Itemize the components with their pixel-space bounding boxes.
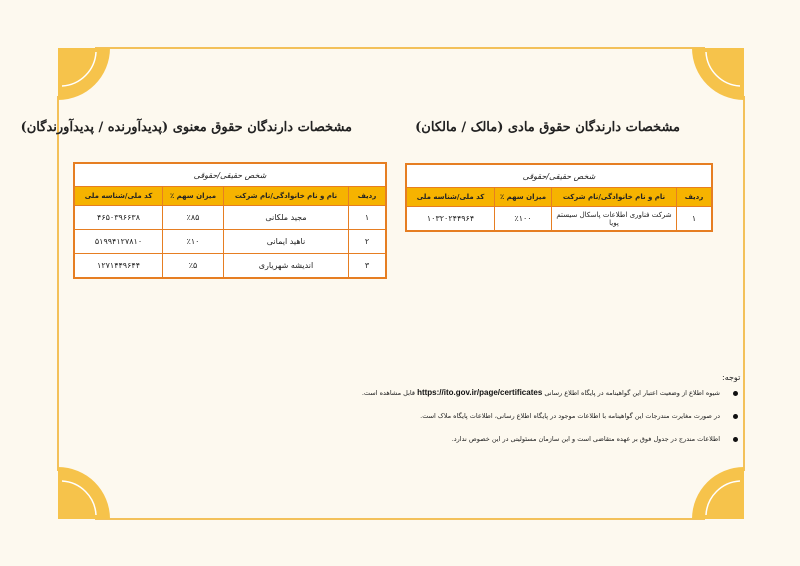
creator-name: ناهید ایمانی — [224, 230, 349, 254]
creator-share: ٪۱۰ — [163, 230, 224, 254]
frame-right-line — [743, 96, 745, 471]
material-rights-title: مشخصات دارندگان حقوق مادی (مالک / مالکان) — [415, 120, 680, 135]
note-text: در صورت مغایرت مندرجات این گواهینامه با اطلاعات موجود در پایگاه اطلاع رسانی، اطلاعات پایگاه ملاک است. — [420, 412, 720, 420]
creator-name: مجید ملکانی — [224, 206, 349, 230]
table-caption: شخص حقیقی/حقوقی — [406, 164, 712, 188]
note-text-end: قابل مشاهده است. — [361, 389, 415, 397]
frame-top-line — [95, 47, 705, 49]
owner-national-id: ۱۰۳۲۰۲۴۴۹۶۴ — [406, 207, 495, 232]
moral-rights-table — [73, 162, 387, 279]
creator-share: ٪۵ — [163, 254, 224, 279]
corner-ornament-bottom-left — [56, 465, 112, 521]
header-row-number: ردیف — [349, 187, 387, 206]
moral-rights-title: مشخصات دارندگان حقوق معنوی (پدیدآورنده / پدیدآورندگان) — [20, 120, 352, 135]
owner-share: ٪۱۰۰ — [495, 207, 552, 232]
note-text: شیوه اطلاع از وضعیت اعتبار این گواهینامه در پایگاه اطلاع رسانی — [544, 389, 720, 397]
header-national-id: کد ملی/شناسه ملی — [74, 187, 163, 206]
table-row — [74, 206, 386, 230]
corner-ornament-top-right — [690, 46, 746, 102]
table-caption: شخص حقیقی/حقوقی — [74, 163, 386, 187]
row-number: ۳ — [349, 254, 387, 279]
creator-share: ٪۸۵ — [163, 206, 224, 230]
owner-name: شرکت فناوری اطلاعات پاسکال سیستم پویا — [552, 207, 677, 232]
note-text: اطلاعات مندرج در جدول فوق بر عهده متقاضی است و این سازمان مسئولیتی در این خصوص ندارد. — [451, 435, 720, 443]
creator-national-id: ۴۶۵۰۳۹۶۶۳۸ — [74, 206, 163, 230]
corner-ornament-top-left — [56, 46, 112, 102]
header-name: نام و نام خانوادگی/نام شرکت — [224, 187, 349, 206]
bullet-icon — [733, 437, 738, 442]
table-row — [74, 254, 386, 279]
material-rights-table — [405, 163, 713, 232]
header-share: میزان سهم ٪ — [163, 187, 224, 206]
list-item — [361, 387, 738, 410]
creator-name: اندیشه شهریاری — [224, 254, 349, 279]
creator-national-id: ۵۱۹۹۴۱۲۷۸۱۰ — [74, 230, 163, 254]
notes-list — [361, 387, 738, 456]
frame-left-line — [57, 96, 59, 471]
certificates-link[interactable]: https://ito.gov.ir/page/certificates — [417, 388, 543, 397]
bullet-icon — [733, 391, 738, 396]
list-item — [398, 433, 738, 456]
creator-national-id: ۱۲۷۱۴۴۹۶۴۴ — [74, 254, 163, 279]
bullet-icon — [733, 414, 738, 419]
header-row-number: ردیف — [677, 188, 713, 207]
header-national-id: کد ملی/شناسه ملی — [406, 188, 495, 207]
header-share: میزان سهم ٪ — [495, 188, 552, 207]
corner-ornament-bottom-right — [690, 465, 746, 521]
list-item — [398, 410, 738, 433]
table-row — [74, 230, 386, 254]
notes-title: توجه: — [722, 373, 741, 382]
table-row — [406, 207, 712, 232]
frame-bottom-line — [95, 518, 705, 520]
row-number: ۲ — [349, 230, 387, 254]
row-number: ۱ — [677, 207, 713, 232]
row-number: ۱ — [349, 206, 387, 230]
header-name: نام و نام خانوادگی/نام شرکت — [552, 188, 677, 207]
